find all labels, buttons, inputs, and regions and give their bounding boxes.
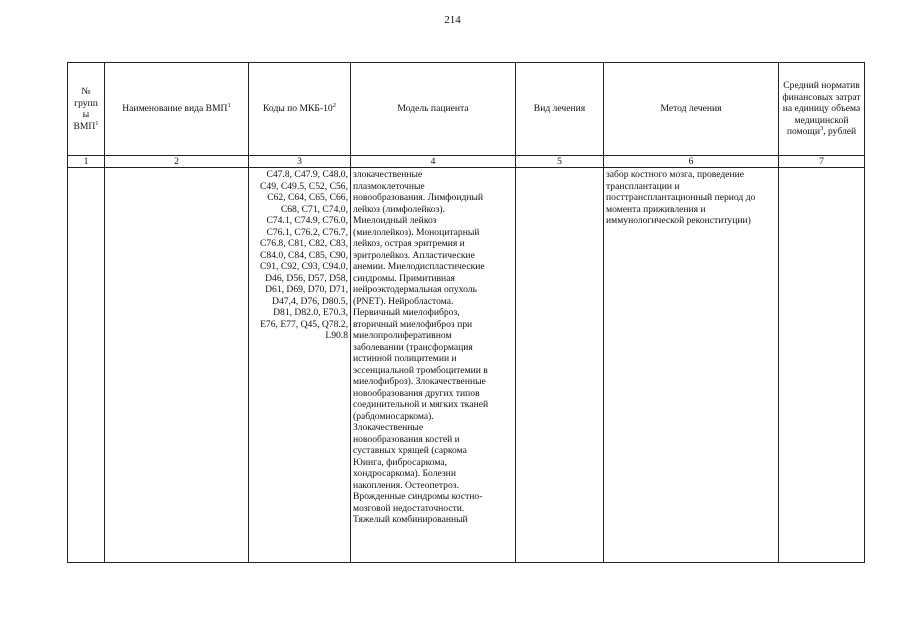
treatment-type-cell <box>516 168 604 563</box>
header-cost: Средний норматив финансовых затрат на единицу объема медицинской помощи$^3$, рублей <box>779 63 865 156</box>
column-number: 1 <box>68 156 105 168</box>
icd-codes-cell: C47.8, C47.9, C48.0, C49, C49.5, C52, C56, C62, C64, C65, C66, C68, C71, C74.0, C74.1, C74.9, C76.0, C76.1, C76.2, C76.7, C76.8, C81, C82, C83, C84.0, C84, C85, C90, C91, C92, C93, C94.0, D46, D56, D57, D58, D61, D69, D70, D71, D47,4, D76, D80.5, D81, D82.0, E70.3, E76, E77, Q45, Q78.2, L90.8 <box>249 168 351 563</box>
header-treatment-type: Вид лечения <box>516 63 604 156</box>
column-number: 7 <box>779 156 865 168</box>
header-codes: Коды по МКБ-$10^2$ <box>249 63 351 156</box>
header-model: Модель пациента <box>351 63 516 156</box>
cost-cell <box>779 168 865 563</box>
column-number: 3 <box>249 156 351 168</box>
patient-model-cell: злокачественные плазмоклеточные новообразования. Лимфоидный лейкоз (лимфолейкоз). Миелоидный лейкоз (миелолейкоз). Моноцитарный лейкоз, острая эритремия и эритролейкоз. Апластические анемии. Миелодиспластические синдромы. Примитивная нейроэктодермальная опухоль (PNET). Нейробластома. Первичный миелофиброз, вторичный миелофиброз при миелопролиферативном заболевании (трансформация истинной полицитемии и эссенциальной тромбоцитемии в миелофиброз). Злокачественные новообразования других типов соединительной и мягких тканей (рабдомиосаркома). Злокачественные новообразования костей и суставных хрящей (саркома Юинга, фибросаркома, хондросаркома). Болезни накопления. Остеопетроз. Врожденные синдромы костно- мозговой недостаточности. Тяжелый комбинированный <box>351 168 516 563</box>
column-number: 5 <box>516 156 604 168</box>
table-row <box>68 168 865 563</box>
treatment-method-cell: забор костного мозга, проведение трансплантации и посттрансплантационный период до момента приживления и иммунологической реконституции) <box>604 168 779 563</box>
vmp-table <box>67 62 865 563</box>
name-cell <box>105 168 249 563</box>
header-row <box>68 63 865 156</box>
page-number: 214 <box>444 14 461 26</box>
header-method: Метод лечения <box>604 63 779 156</box>
header-name: Наименование вида ВМП$^1$ <box>105 63 249 156</box>
column-number: 2 <box>105 156 249 168</box>
column-number: 6 <box>604 156 779 168</box>
group-cell <box>68 168 105 563</box>
column-number: 4 <box>351 156 516 168</box>
header-group: № групп ы ВМП$^1$ <box>68 63 105 156</box>
column-numbers-row <box>68 156 865 168</box>
